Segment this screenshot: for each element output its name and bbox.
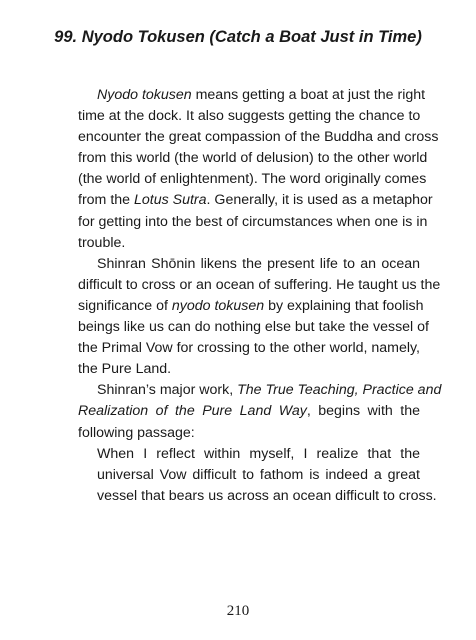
paragraph-line: time at the dock. It also suggests getting the chance to (78, 108, 421, 125)
title-italic: Lotus Sutra (133, 192, 207, 209)
block-quote (78, 444, 437, 507)
paragraph-line (78, 401, 420, 422)
text-run: significance of (78, 297, 172, 314)
quote-line: universal Vow difficult to fathom is indeed a great (97, 466, 420, 483)
paragraph-line: the Primal Vow for crossing to the other world, namely, (78, 340, 420, 357)
paragraph-line: Shinran Shōnin likens the present life to an ocean (97, 255, 420, 272)
paragraph-line: for getting into the best of circumstances when one is in (78, 213, 428, 230)
paragraph-line (78, 190, 433, 211)
text-run: by explaining that foolish (264, 297, 424, 314)
paragraph-line: beings like us can do nothing else but take the vessel of (78, 319, 429, 336)
term-italic: nyodo tokusen (171, 297, 265, 314)
paragraph-line (78, 380, 442, 401)
paragraph-line: following passage: (78, 424, 195, 441)
paragraph-3 (78, 380, 442, 443)
paragraph-line (78, 296, 424, 317)
section-title: 99. Nyodo Tokusen (Catch a Boat Just in Time) (54, 28, 422, 46)
paragraph-line: trouble. (78, 234, 126, 251)
book-title-italic: Realization of the Pure Land Way (78, 403, 307, 420)
paragraph-line: (the world of enlightenment). The word originally comes (78, 171, 427, 188)
paragraph-line: the Pure Land. (78, 361, 172, 378)
paragraph-line: difficult to cross or an ocean of suffering. He taught us the (78, 276, 441, 293)
text-run: means getting a boat at just the right (191, 87, 426, 103)
paragraph-1 (78, 85, 439, 254)
text-run: . Generally, it is used as a metaphor (206, 192, 433, 209)
paragraph-2 (78, 254, 441, 381)
quote-line: When I reflect within myself, I realize that the (97, 445, 420, 462)
paragraph-line (78, 85, 426, 106)
paragraph-line: encounter the great compassion of the Buddha and cross (78, 129, 439, 146)
text-run: Shinran’s major work, (97, 382, 238, 399)
quote-line: vessel that bears us across an ocean difficult to cross. (97, 487, 437, 504)
paragraph-line: from this world (the world of delusion) to the other world (78, 150, 428, 167)
text-run: from the (78, 192, 134, 209)
term-italic: Nyodo tokusen (97, 87, 192, 103)
page-number: 210 (226, 603, 250, 619)
book-title-italic: The True Teaching, Practice and (237, 382, 442, 399)
body-text (78, 85, 442, 507)
text-run: , begins with the (306, 403, 420, 420)
